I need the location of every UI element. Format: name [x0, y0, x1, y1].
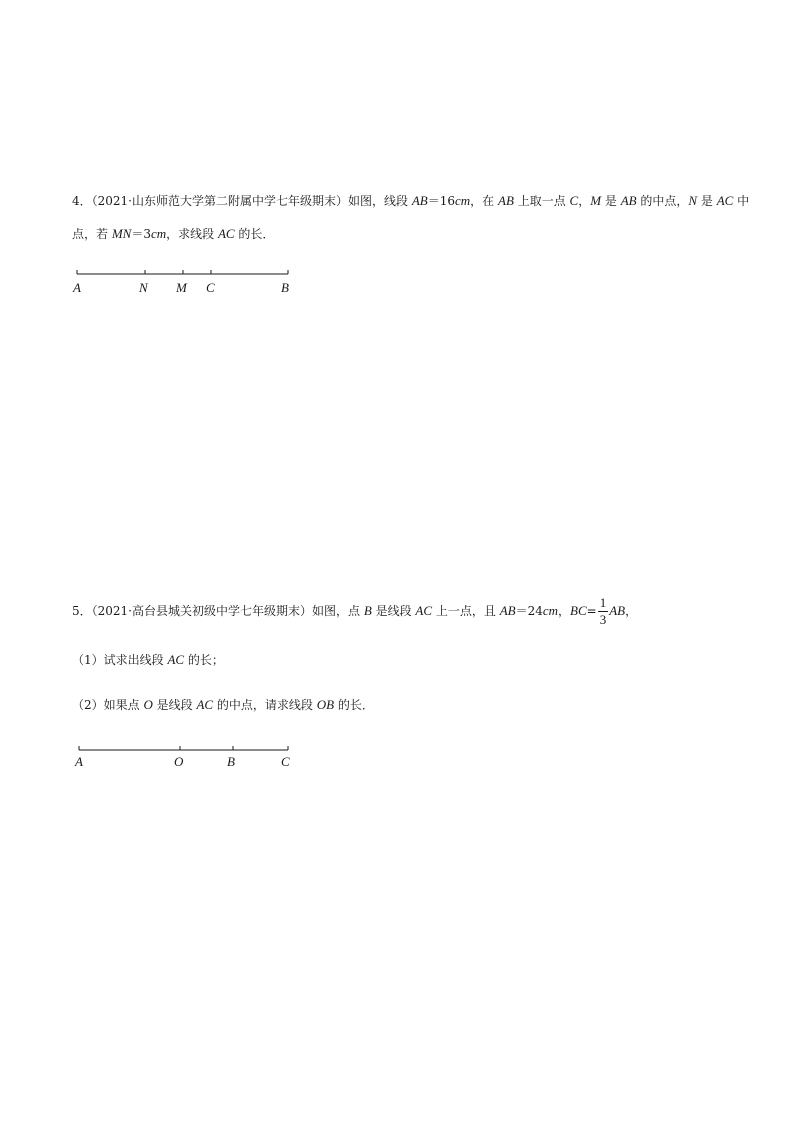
- q4-var: MN: [111, 226, 132, 241]
- q5-text: 的长．: [334, 698, 374, 712]
- q5-text: 上一点，且: [432, 604, 500, 618]
- q4-var: AC: [217, 226, 235, 241]
- q5-var: AC: [167, 652, 185, 667]
- q5-source: （2021·高台县城关初级中学七年级期末）: [91, 604, 312, 618]
- q4-var: AB: [411, 193, 428, 208]
- q5-text: 是线段: [371, 604, 416, 618]
- q5-text: =: [586, 604, 597, 618]
- q5-text: （2）如果点: [72, 698, 144, 712]
- q5-text: （1）试求出线段: [72, 653, 168, 667]
- q4-label-n: N: [139, 280, 148, 295]
- q5-line-1: [72, 594, 637, 628]
- q5-var: AB: [499, 603, 516, 618]
- q4-unit: cm: [455, 193, 471, 208]
- q4-text: 的中点，: [636, 194, 689, 208]
- q5-text: 的中点，请求线段: [213, 698, 317, 712]
- q5-number: 5．: [72, 604, 92, 618]
- q5-text: ，: [558, 604, 571, 618]
- fraction-numerator: 1: [599, 595, 607, 610]
- q5-text: 的长；: [184, 653, 224, 667]
- q4-text: 上取一点: [513, 194, 570, 208]
- q4-var: AB: [620, 193, 637, 208]
- q5-var: O: [143, 697, 153, 712]
- q5-var: AC: [415, 603, 433, 618]
- q5-text: 如图，点: [312, 604, 364, 618]
- q5-var: AC: [196, 697, 214, 712]
- q5-label-a: A: [75, 754, 83, 769]
- q5-var: B: [363, 603, 372, 618]
- q5-part-2: [72, 697, 374, 713]
- q4-text: 的长．: [234, 227, 275, 241]
- q4-text: ＝16: [427, 194, 455, 208]
- q4-label-a: A: [73, 280, 81, 295]
- q5-figure: [79, 746, 288, 750]
- q5-var: BC: [570, 603, 587, 618]
- q4-var: N: [688, 193, 698, 208]
- q4-text: 点，若: [72, 227, 112, 241]
- q4-text: ＝3: [131, 227, 151, 241]
- q5-var: AB: [609, 603, 626, 618]
- q4-var: AB: [498, 193, 514, 208]
- q4-var: M: [590, 193, 602, 208]
- q5-text: ＝24: [515, 604, 543, 618]
- q5-var: OB: [316, 697, 335, 712]
- q4-label-c: C: [206, 280, 215, 295]
- q5-label-o: O: [174, 754, 184, 769]
- q4-text: 是: [601, 194, 621, 208]
- q4-source: （2021·山东师范大学第二附属中学七年级期末）: [91, 194, 348, 208]
- fraction-denominator: 3: [599, 612, 607, 627]
- q5-text: ，: [625, 604, 638, 618]
- q5-text: 是线段: [152, 698, 197, 712]
- q5-label-c: C: [281, 754, 290, 769]
- q4-text: 如图，线段: [348, 194, 412, 208]
- q4-unit: cm: [150, 226, 167, 241]
- q4-var: C: [569, 193, 579, 208]
- q5-fraction: [598, 595, 609, 628]
- q5-label-b: B: [227, 754, 235, 769]
- q4-label-m: M: [176, 280, 187, 295]
- q5-part-1: [72, 652, 224, 668]
- q5-unit: cm: [542, 603, 559, 618]
- q4-text: ，求线段: [166, 227, 218, 241]
- q4-figure: [77, 270, 288, 274]
- q4-text: ，: [578, 194, 591, 208]
- q4-text: 中: [733, 194, 750, 208]
- q4-var: AC: [716, 193, 734, 208]
- q4-number: 4．: [72, 194, 92, 208]
- q4-label-b: B: [281, 280, 289, 295]
- q4-text: 是: [697, 194, 717, 208]
- q4-text: ，在: [470, 194, 498, 208]
